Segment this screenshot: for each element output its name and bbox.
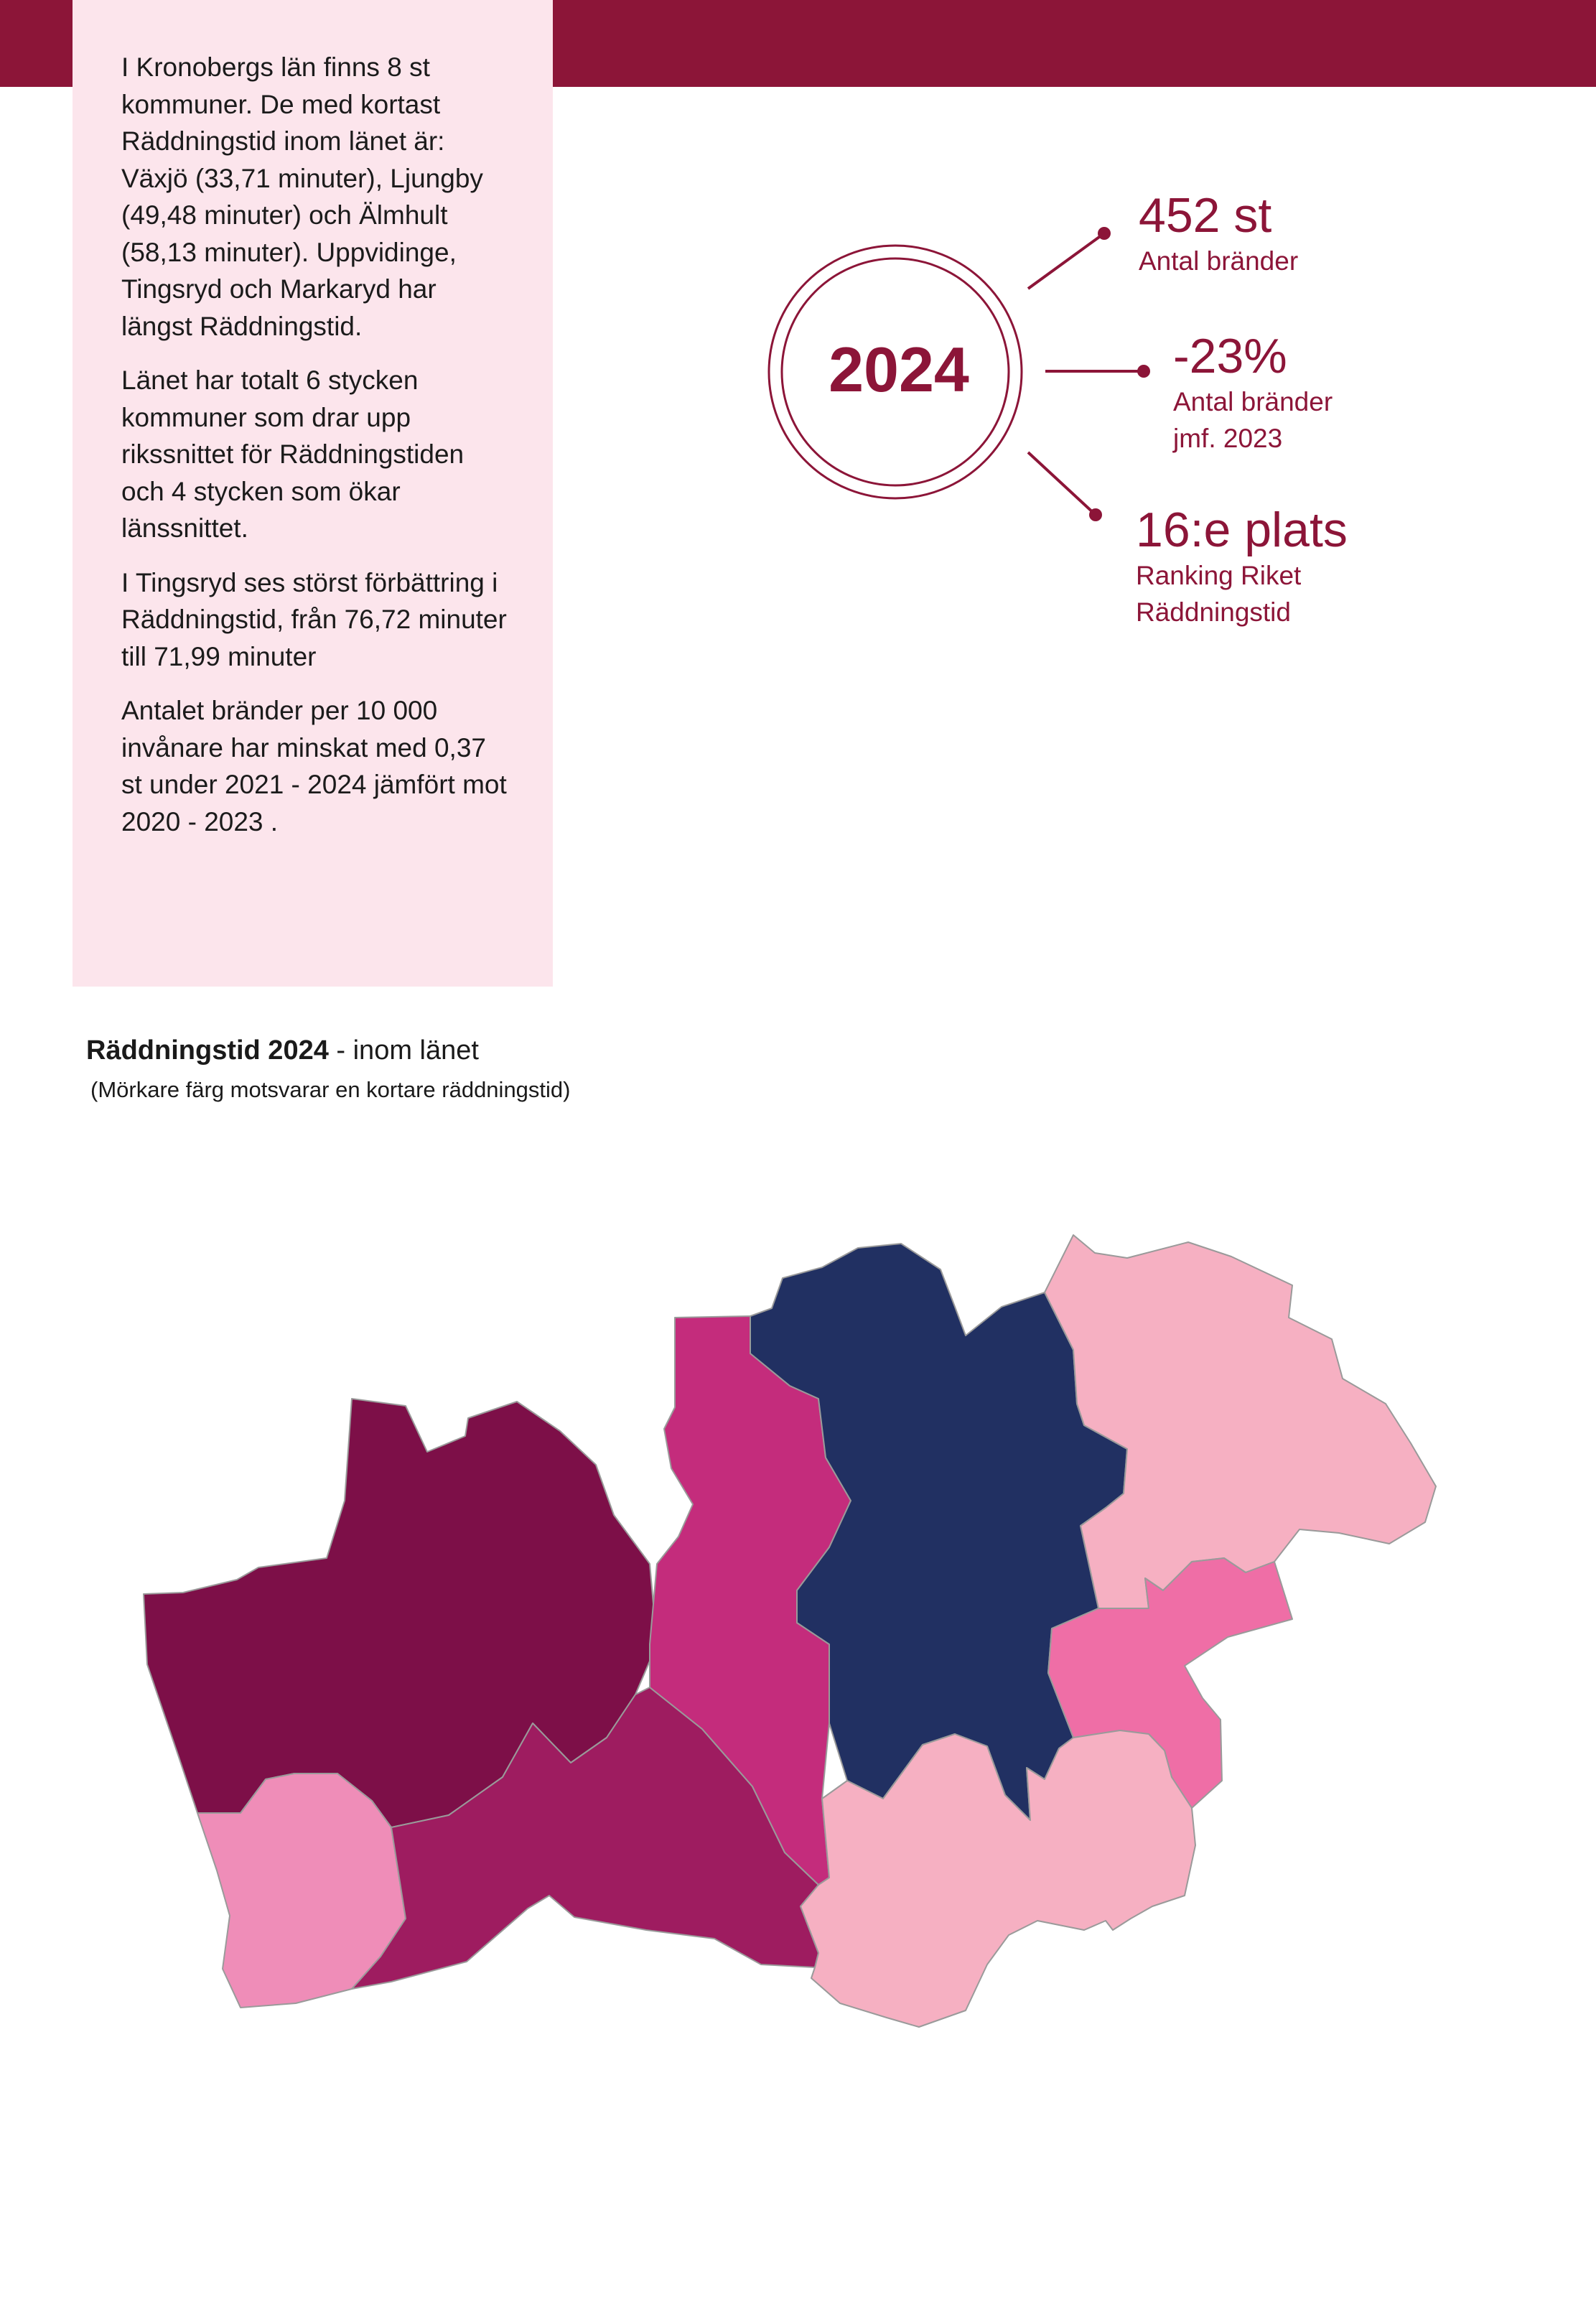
map-title-rest: - inom länet [328,1035,479,1066]
info-paragraph-3: I Tingsryd ses störst förbättring i Räddningstid, från 76,72 minuter till 71,99 minuter [121,567,507,671]
map-subtitle: (Mörkare färg motsvarar en kortare räddningstid) [90,1077,571,1102]
stat-rank-label-1: Ranking Riket [1136,561,1302,590]
stat-change [1173,329,1333,457]
stat-rank [1136,503,1348,630]
stat-fires-label: Antal bränder [1139,246,1299,276]
map-title [86,1035,479,1066]
county-map [0,1221,1596,2082]
year-text: 2024 [829,334,969,405]
region-uppvidinge[interactable] [1045,1235,1436,1608]
stat-fires [1139,188,1298,279]
stat-rank-value: 16:e plats [1136,503,1348,557]
connector-dot-1 [1098,227,1111,240]
info-paragraph-2: Länet har totalt 6 stycken kommuner som drar upp rikssnittet för Räddningstiden och 4 stycken som ökar länssnittet. [121,365,465,543]
stat-change-label-2: jmf. 2023 [1173,424,1283,453]
info-box [73,0,553,987]
stat-change-label-1: Antal bränder [1173,387,1333,416]
connector-line-1 [1028,233,1104,289]
connector-dot-3 [1089,508,1102,521]
stat-change-value: -23% [1173,329,1287,383]
map-title-bold: Räddningstid 2024 [86,1035,329,1066]
connector-dot-2 [1137,365,1150,378]
connector-line-3 [1028,452,1096,515]
stat-rank-label-2: Räddningstid [1136,597,1291,627]
info-paragraph-1: I Kronobergs län finns 8 st kommuner. De med kortast Räddningstid inom länet är: Växjö (33,71 minuter), Ljungby (49,48 minuter) och Älmhult (58,13 minuter). Uppvidinge, Tingsryd och Markaryd har längst Räddningstid. [121,52,483,341]
info-paragraph-4: Antalet bränder per 10 000 invånare har minskat med 0,37 st under 2021 - 2024 jämfört mot 2020 - 2023 . [121,696,507,836]
stat-fires-value: 452 st [1139,188,1272,243]
